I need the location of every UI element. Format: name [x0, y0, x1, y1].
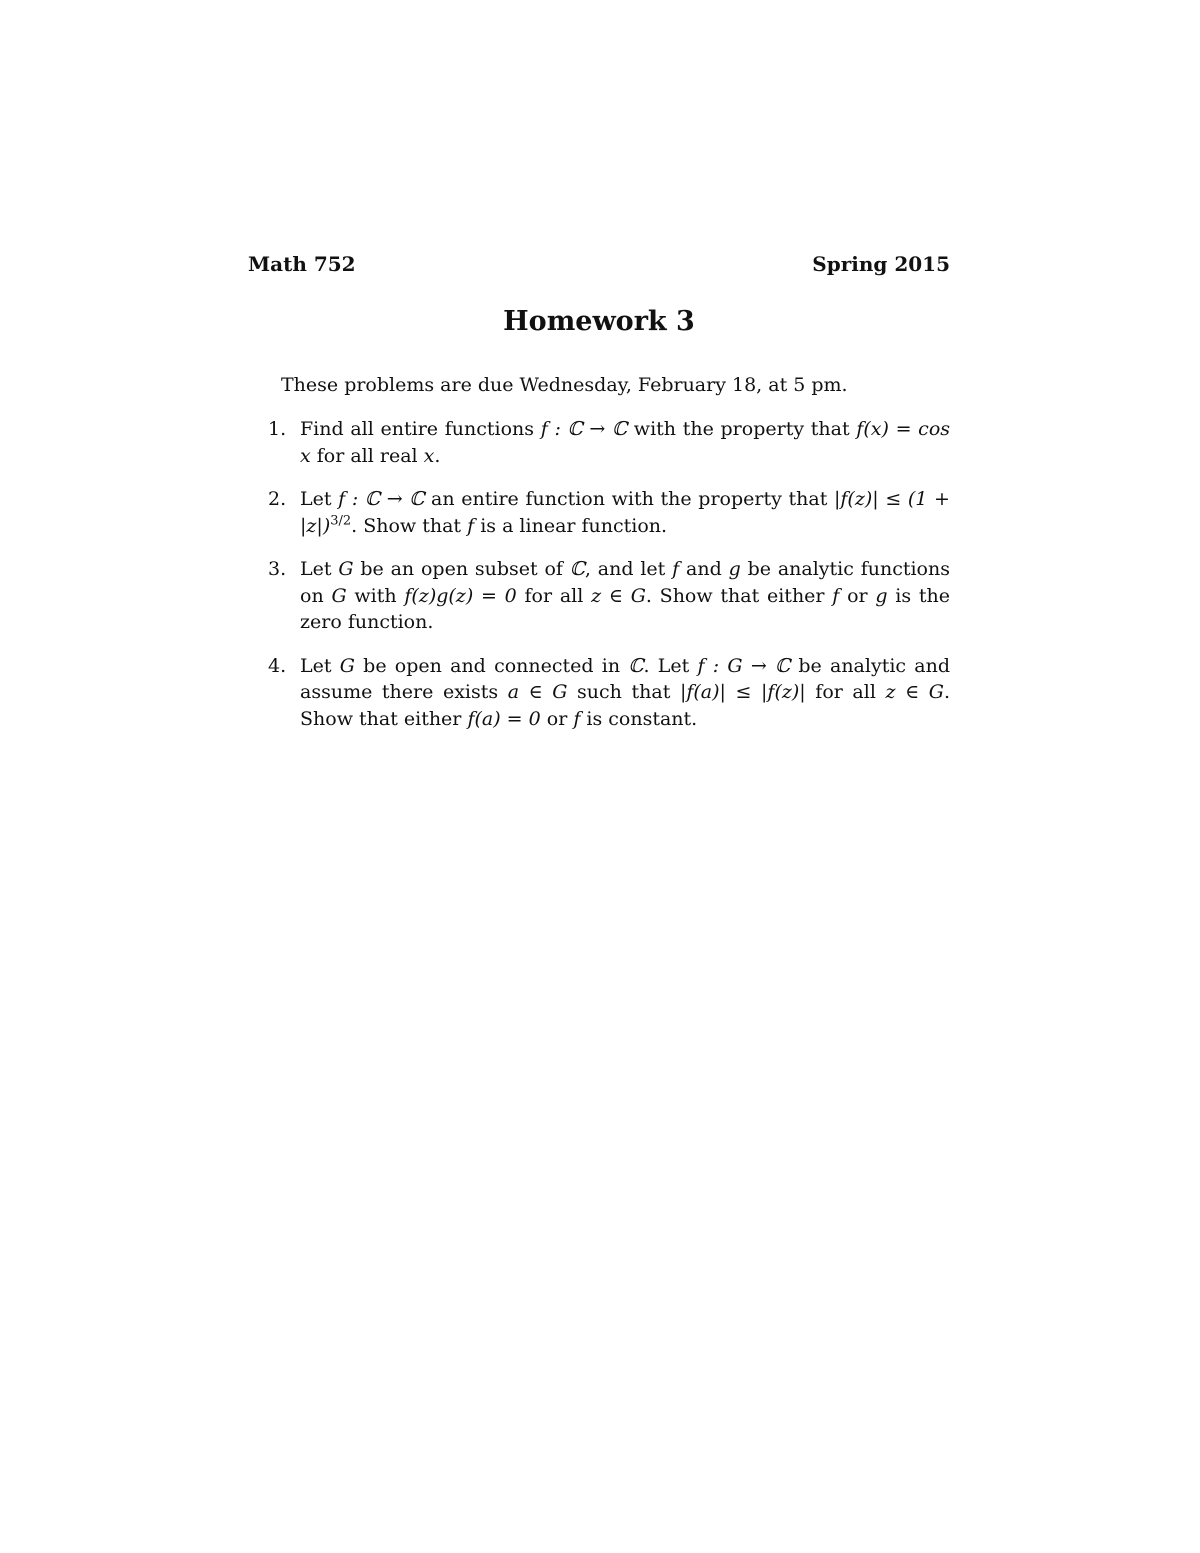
intro-text: These problems are due Wednesday, February 18, at 5 pm.: [281, 374, 848, 396]
problem-item: [248, 486, 950, 539]
course-label: Math 752: [248, 252, 356, 276]
problem-text: Let G be an open subset of ℂ, and let f and g be analytic functions on G with f(z)g(z) = 0 for all z ∈ G. Show that either f or g is the zero function.: [300, 558, 950, 633]
problem-number: 1.: [268, 418, 287, 440]
problem-item: [248, 416, 950, 469]
problem-item: [248, 653, 950, 733]
problem-text: Find all entire functions f : ℂ → ℂ with the property that f(x) = cos x for all real x.: [300, 418, 951, 467]
problem-item: [248, 556, 950, 636]
document-page: [248, 252, 950, 749]
problem-list: [248, 416, 950, 732]
problem-text: Let f : ℂ → ℂ an entire function with the property that $|f(z)| \le (1 + |z|)^{3/2}$. Show that f is a linear function.: [300, 488, 950, 537]
problem-text: Let G be open and connected in ℂ. Let f : G → ℂ be analytic and assume there exists a ∈ G such that |f(a)| ≤ |f(z)| for all z ∈ G. Show that either f(a) = 0 or f is constant.: [300, 654, 951, 730]
header-row: [248, 252, 950, 284]
term-label: Spring 2015: [812, 252, 950, 276]
page-title: Homework 3: [503, 306, 695, 337]
problem-number: 3.: [268, 558, 287, 580]
problem-number: 4.: [268, 654, 287, 677]
problem-number: 2.: [268, 488, 287, 510]
